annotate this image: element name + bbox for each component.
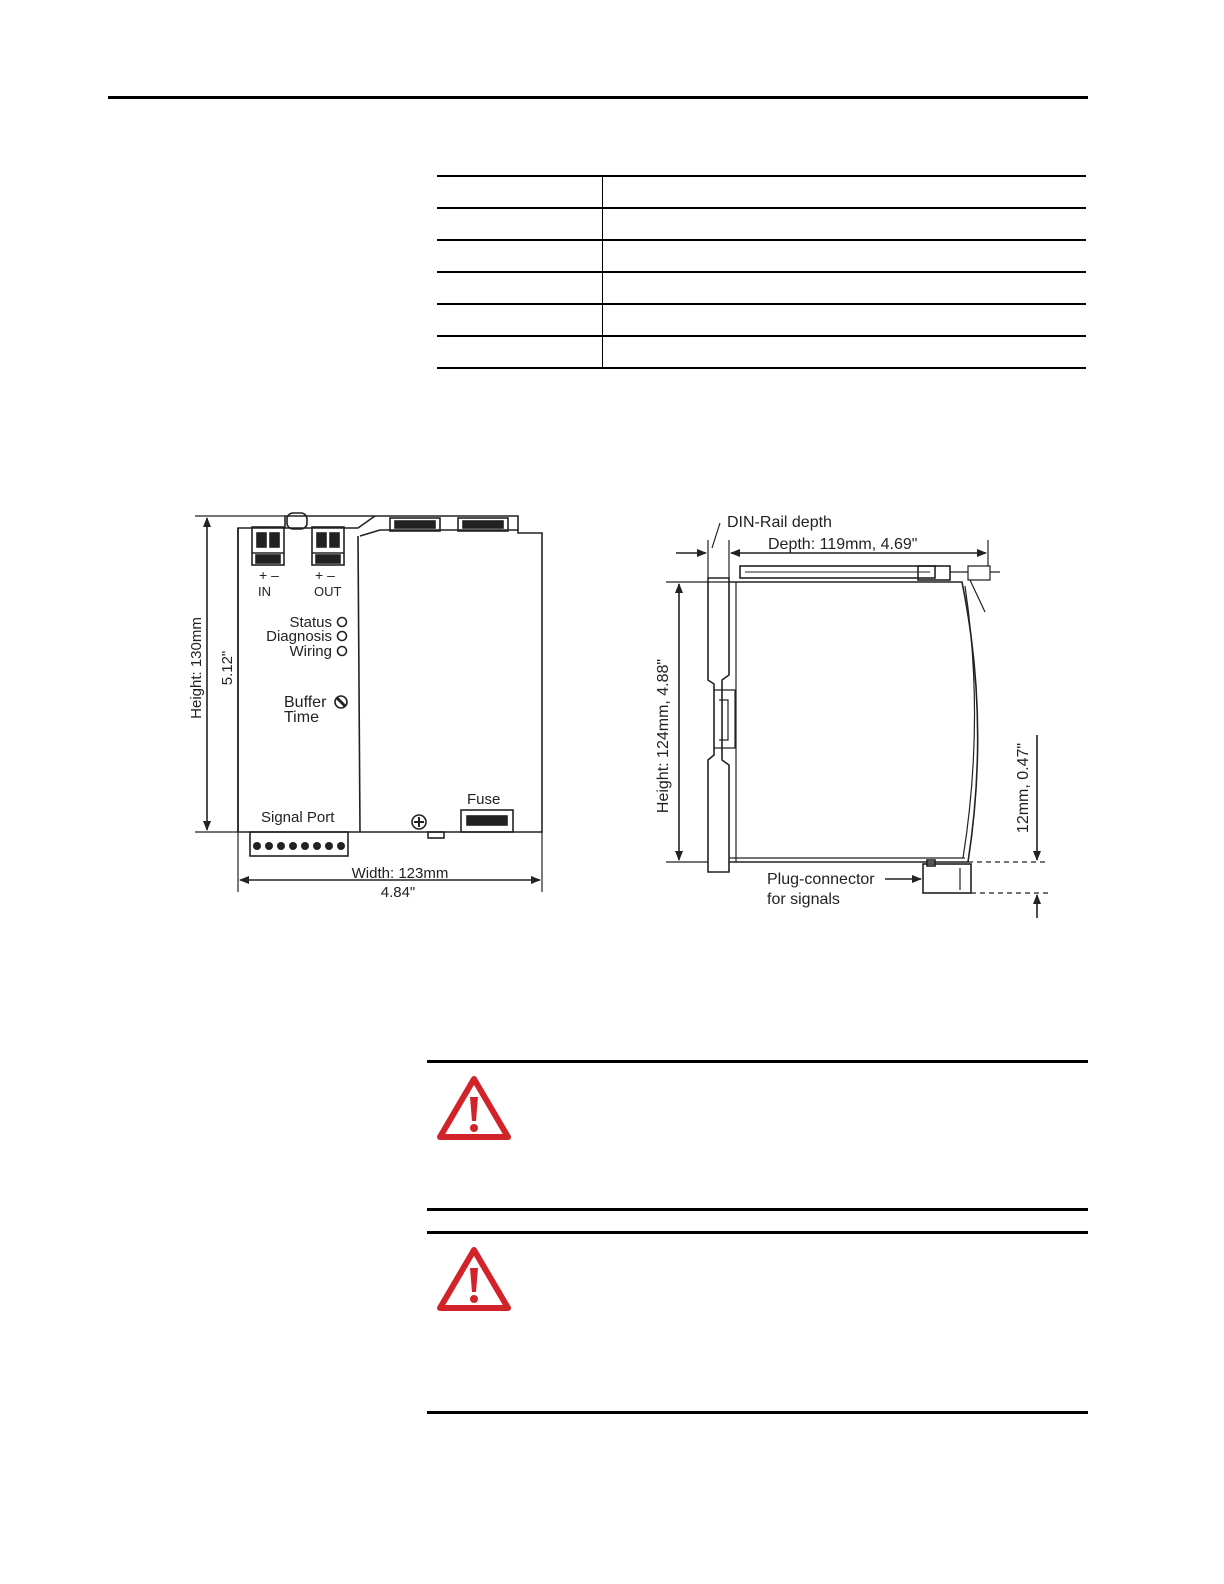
side-housing (729, 582, 978, 862)
din-rail-leader (712, 523, 720, 548)
terminal-in-polarity: + – (259, 567, 279, 583)
status-led-icon (338, 618, 347, 627)
led-wiring-label: Wiring (289, 643, 332, 660)
plug-connector-label-line1: Plug-connector (767, 871, 875, 888)
plug-connector (923, 864, 971, 893)
diagnosis-led-icon (338, 632, 347, 641)
side-height-label: Height: 124mm, 4.88" (655, 658, 672, 814)
warning-box (427, 1231, 1088, 1414)
front-view (195, 513, 542, 892)
warning-box (427, 1060, 1088, 1211)
warning-triangle-icon (437, 1246, 511, 1312)
depth-label: Depth: 119mm, 4.69" (768, 536, 918, 553)
width-mm-label: Width: 123mm (351, 865, 449, 882)
terminal-out (312, 527, 344, 565)
led-status-label: Status (289, 614, 332, 631)
fuse-label: Fuse (467, 791, 501, 808)
terminal-out-polarity: + – (315, 567, 335, 583)
height-mm-label: Height: 130mm (188, 617, 205, 719)
plug-connector-label-line2: for signals (767, 891, 840, 908)
buffer-label: Buffer (284, 694, 327, 711)
terminal-in-label: IN (258, 584, 271, 599)
width-in-label: 4.84" (380, 884, 416, 901)
top-slot-left-inner (395, 521, 435, 528)
top-slot-right-inner (463, 521, 503, 528)
height-in-label: 5.12" (219, 650, 236, 686)
wiring-led-icon (338, 647, 347, 656)
signal-port-label: Signal Port (261, 809, 335, 826)
din-rail-depth-label: DIN-Rail depth (727, 514, 832, 531)
plug-offset-label: 12mm, 0.47" (1015, 742, 1032, 834)
signal-port (250, 832, 348, 856)
time-label: Time (284, 709, 319, 726)
din-rail (708, 578, 729, 872)
terminal-out-label: OUT (314, 584, 342, 599)
terminal-in (252, 527, 284, 565)
signal-port-screws (253, 842, 345, 850)
warning-triangle-icon (437, 1075, 511, 1141)
led-diagnosis-label: Diagnosis (266, 628, 332, 645)
side-view (666, 523, 1048, 918)
